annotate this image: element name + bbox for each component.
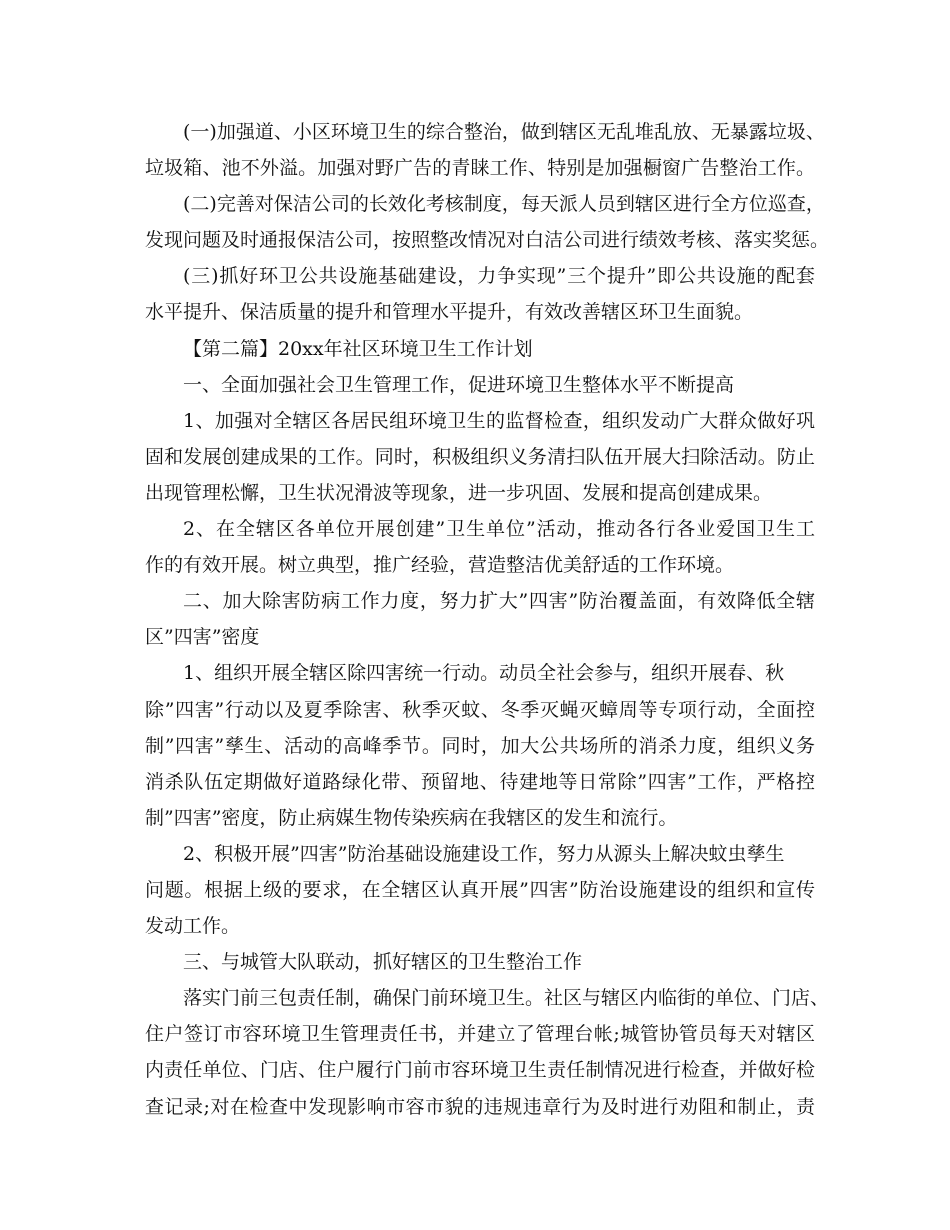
text-line: (三)抓好环卫公共设施基础建设，力争实现”三个提升”即公共设施的配套 <box>183 265 815 288</box>
text-line: 水平提升、保洁质量的提升和管理水平提升，有效改善辖区环卫生面貌。 <box>145 301 754 324</box>
text-line: 1、组织开展全辖区除四害统一行动。动员全社会参与，组织开展春、秋 <box>183 662 785 685</box>
text-line: 区”四害”密度 <box>145 626 260 649</box>
text-line: 消杀队伍定期做好道路绿化带、预留地、待建地等日常除”四害”工作，严格控 <box>145 770 815 793</box>
text-line: 三、与城管大队联动，抓好辖区的卫生整治工作 <box>183 951 583 974</box>
text-line: 作的有效开展。树立典型，推广经验，营造整洁优美舒适的工作环境。 <box>145 554 735 577</box>
text-line: 二、加大除害防病工作力度，努力扩大”四害”防治覆盖面，有效降低全辖 <box>183 590 815 613</box>
text-line: 【第二篇】20xx年社区环境卫生工作计划 <box>183 337 533 360</box>
text-line: 2、在全辖区各单位开展创建”卫生单位”活动，推动各行各业爱国卫生工 <box>183 518 815 541</box>
text-line: (二)完善对保洁公司的长效化考核制度，每天派人员到辖区进行全方位巡查， <box>183 193 825 216</box>
text-line: 出现管理松懈，卫生状况滑波等现象，进一步巩固、发展和提高创建成果。 <box>145 481 773 504</box>
text-line: 内责任单位、门店、住户履行门前市容环境卫生责任制情况进行检查，并做好检 <box>145 1059 815 1082</box>
text-line: 2、积极开展”四害”防治基础设施建设工作，努力从源头上解决蚊虫孳生 <box>183 842 785 865</box>
text-line: 发现问题及时通报保洁公司，按照整改情况对白洁公司进行绩效考核、落实奖惩。 <box>145 229 830 252</box>
text-line: 问题。根据上级的要求，在全辖区认真开展”四害”防治设施建设的组织和宣传 <box>145 878 815 901</box>
text-line: 制”四害”孳生、活动的高峰季节。同时，加大公共场所的消杀力度，组织义务 <box>145 734 815 757</box>
text-line: 落实门前三包责任制，确保门前环境卫生。社区与辖区内临街的单位、门店、 <box>183 987 830 1010</box>
text-line: 一、全面加强社会卫生管理工作，促进环境卫生整体水平不断提高 <box>183 373 735 396</box>
text-line: 发动工作。 <box>145 915 241 938</box>
text-line: 垃圾箱、池不外溢。加强对野广告的青睐工作、特别是加强橱窗广告整治工作。 <box>145 157 815 180</box>
text-line: 查记录;对在检查中发现影响市容市貌的违规违章行为及时进行劝阻和制止，责 <box>145 1095 815 1118</box>
text-line: 固和发展创建成果的工作。同时，积极组织义务清扫队伍开展大扫除活动。防止 <box>145 445 815 468</box>
text-line: 住户签订市容环境卫生管理责任书，并建立了管理台帐;城管协管员每天对辖区 <box>145 1023 815 1046</box>
text-line: 制”四害”密度，防止病媒生物传染疾病在我辖区的发生和流行。 <box>145 806 678 829</box>
document-body <box>145 114 830 1125</box>
text-line: 除”四害”行动以及夏季除害、秋季灭蚊、冬季灭蝇灭蟑周等专项行动，全面控 <box>145 698 815 721</box>
text-line: (一)加强道、小区环境卫生的综合整治，做到辖区无乱堆乱放、无暴露垃圾、 <box>183 121 825 143</box>
text-line: 1、加强对全辖区各居民组环境卫生的监督检查，组织发动广大群众做好巩 <box>183 409 815 432</box>
